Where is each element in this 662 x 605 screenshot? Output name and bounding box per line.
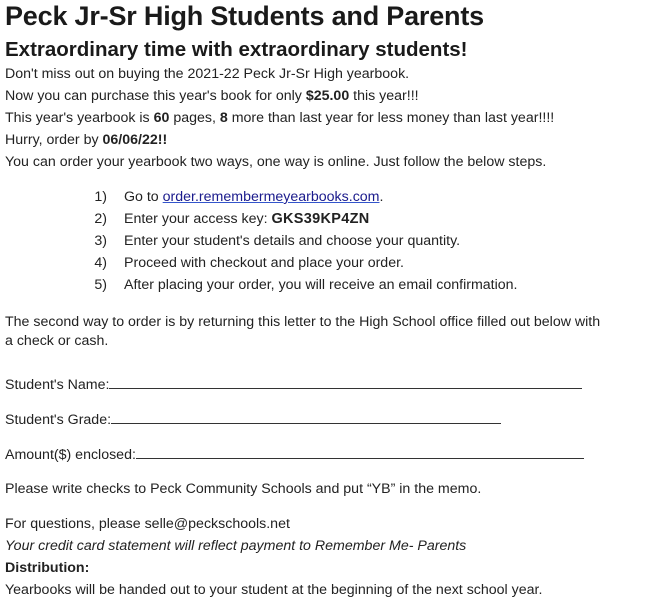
step-number: 2): [94, 211, 107, 227]
intro-price-suffix: this year!!!: [349, 88, 419, 104]
student-name-row: [5, 375, 582, 393]
order-website-link[interactable]: order.remembermeyearbooks.com: [162, 189, 380, 205]
student-grade-label: Student's Grade:: [5, 412, 112, 428]
second-way-line-1: The second way to order is by returning this letter to the High School office filled out below with: [5, 314, 601, 330]
intro-line-5: You can order your yearbook two ways, one way is online. Just follow the below steps.: [5, 154, 547, 170]
pages-prefix: This year's yearbook is: [5, 110, 154, 126]
student-grade-field[interactable]: [111, 410, 501, 424]
pages-mid: pages,: [169, 110, 220, 126]
deadline-prefix: Hurry, order by: [5, 132, 103, 148]
intro-line-2: [5, 88, 419, 104]
step-1-prefix: Go to: [124, 189, 163, 205]
credit-card-note: Your credit card statement will reflect payment to Remember Me- Parents: [5, 538, 467, 554]
step-2-prefix: Enter your access key:: [124, 211, 272, 227]
step-text: [124, 211, 370, 227]
distribution-heading: Distribution:: [5, 560, 90, 576]
step-number: 3): [94, 233, 107, 249]
distribution-text: Yearbooks will be handed out to your student at the beginning of the next school year.: [5, 582, 543, 598]
extra-pages: 8: [219, 110, 228, 126]
price: $25.00: [305, 88, 350, 104]
student-name-label: Student's Name:: [5, 377, 110, 393]
step-text: Enter your student's details and choose your quantity.: [124, 233, 461, 249]
access-key: GKS39KP4ZN: [271, 211, 370, 227]
step-number: 5): [94, 277, 107, 293]
amount-row: [5, 445, 584, 463]
step-number: 1): [94, 189, 107, 205]
page-title: Peck Jr-Sr High Students and Parents: [5, 1, 484, 31]
step-text: After placing your order, you will receive an email confirmation.: [124, 277, 518, 293]
amount-label: Amount($) enclosed:: [5, 447, 136, 463]
step-text: [124, 189, 383, 205]
step-1-suffix: .: [379, 189, 384, 205]
checks-note: Please write checks to Peck Community Schools and put “YB” in the memo.: [5, 481, 482, 497]
student-grade-row: [5, 410, 501, 428]
intro-line-1: Don't miss out on buying the 2021-22 Peck Jr-Sr High yearbook.: [5, 66, 410, 82]
student-name-field[interactable]: [109, 375, 582, 389]
questions-contact: For questions, please selle@peckschools.net: [5, 516, 290, 532]
intro-price-prefix: Now you can purchase this year's book for only: [5, 88, 306, 104]
step-number: 4): [94, 255, 107, 271]
second-way-line-2: a check or cash.: [5, 333, 109, 349]
amount-field[interactable]: [136, 445, 584, 459]
page-subtitle: Extraordinary time with extraordinary students!: [5, 38, 468, 61]
order-deadline: 06/06/22!!: [102, 132, 168, 148]
step-text: Proceed with checkout and place your order.: [124, 255, 404, 271]
intro-line-3: [5, 110, 554, 126]
page-count: 60: [153, 110, 170, 126]
pages-suffix: more than last year for less money than last year!!!!: [227, 110, 555, 126]
intro-line-4: [5, 132, 167, 148]
